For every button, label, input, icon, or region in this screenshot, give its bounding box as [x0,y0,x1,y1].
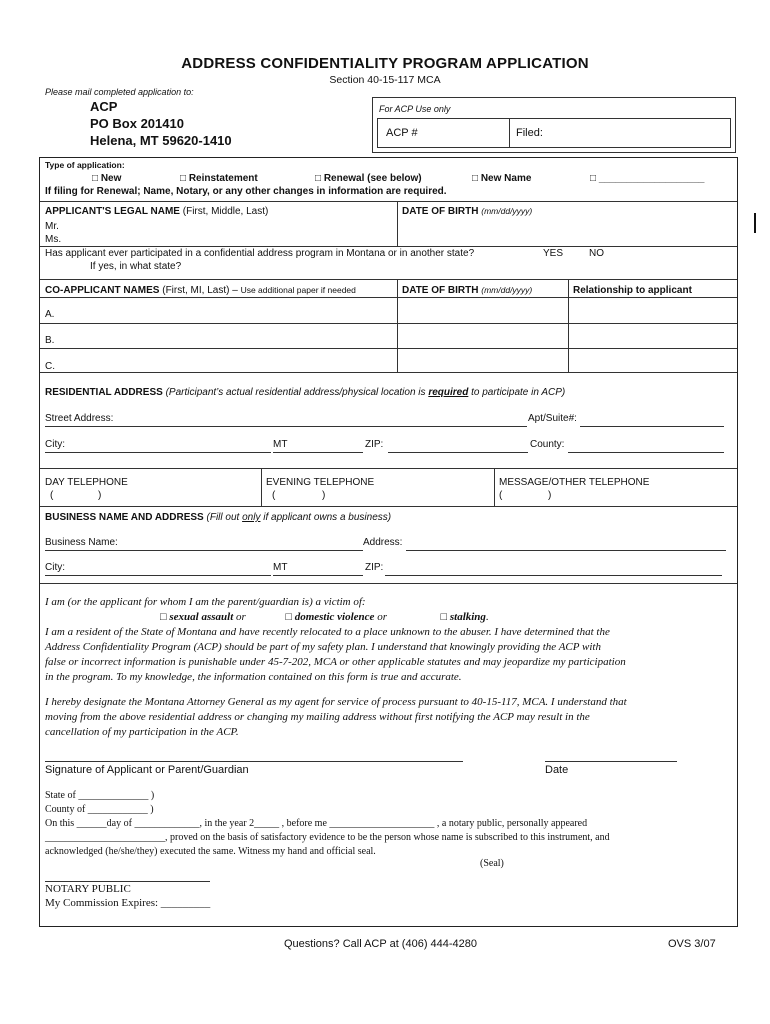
residential-heading: RESIDENTIAL ADDRESS (Participant’s actual residential address/physical location is required to participate in ACP) [45,387,566,398]
signature-line[interactable] [45,761,463,762]
day-telephone-area-open[interactable]: ( [50,490,54,501]
business-address-field[interactable]: Address: [363,537,403,548]
statement-para2-line1: I hereby designate the Montana Attorney General as my agent for service of process pursuant to 40-15-117, MCA. I understand that [45,696,627,708]
acp-use-only-label: For ACP Use only [379,104,451,114]
zip-field[interactable]: ZIP: [365,439,384,450]
message-telephone-area-close: ) [548,490,552,501]
co-applicant-row-a[interactable]: A. [45,309,55,320]
statement-para1-line3: false or incorrect information is punishable under 45-7-202, MCA or other applicable statutes and may jeopardize my participation [45,656,626,668]
business-heading: BUSINESS NAME AND ADDRESS (Fill out only if applicant owns a business) [45,512,392,523]
type-reinstatement-checkbox[interactable]: □ Reinstatement [180,173,258,184]
relationship-heading: Relationship to applicant [573,285,692,296]
co-applicant-row-b[interactable]: B. [45,335,55,346]
victim-statement: I am (or the applicant for whom I am the parent/guardian is) a victim of: [45,596,366,608]
date-line[interactable] [545,761,677,762]
prior-yes-option[interactable]: YES [543,248,564,259]
acp-use-only-box [372,97,736,153]
type-new-name-checkbox[interactable]: □ New Name [472,173,532,184]
statement-para2-line3: cancellation of my participation in the ACP. [45,726,239,738]
applicant-dob-heading: DATE OF BIRTH (mm/dd/yyyy) [402,206,533,217]
form-version: OVS 3/07 [668,938,716,950]
notary-on-this-line[interactable]: On this ______day of _____________, in the year 2_____ , before me _____________________ , a notary public, personally appeared [45,818,588,829]
sexual-assault-checkbox[interactable]: □ sexual assault [160,611,234,623]
notary-public-label: NOTARY PUBLIC [45,883,131,895]
type-other-checkbox[interactable]: □ ___________________ [590,173,705,184]
seal-label: (Seal) [480,858,504,869]
questions-contact: Questions? Call ACP at (406) 444-4280 [284,938,478,950]
statement-para1-line1: I am a resident of the State of Montana and have recently relocated to a place unknown to the abuser. I have determined that the [45,626,610,638]
renewal-note: If filing for Renewal; Name, Notary, or any other changes in information are required. [45,186,447,197]
mail-address-line-1: ACP [90,99,118,114]
statement-para1-line2: Address Confidentiality Program (ACP) should be part of my safety plan. I understand that knowingly providing the ACP with [45,641,601,653]
street-address-field[interactable]: Street Address: [45,413,114,424]
day-telephone-label: DAY TELEPHONE [45,477,128,488]
ms-label[interactable]: Ms. [45,234,62,245]
business-name-field[interactable]: Business Name: [45,537,118,548]
statement-para1-line4: in the program. To my knowledge, the information contained on this form is true and accurate. [45,671,462,683]
co-applicant-row-c[interactable]: C. [45,361,55,372]
scan-mark [754,213,756,233]
victim-type-options: □ sexual assault or □ domestic violence or □ stalking. [160,611,489,623]
commission-expires-line[interactable]: My Commission Expires: _________ [45,897,211,909]
day-telephone-area-close: ) [98,490,102,501]
apt-suite-field[interactable]: Apt/Suite#: [528,413,577,424]
statute-section: Section 40-15-117 MCA [329,74,441,86]
business-state-mt-label: MT [273,562,288,573]
evening-telephone-label: EVENING TELEPHONE [266,477,375,488]
domestic-violence-checkbox[interactable]: □ domestic violence [285,611,375,623]
which-state-prompt: If yes, in what state? [90,261,182,272]
filed-label: Filed: [516,127,543,139]
city-field[interactable]: City: [45,439,65,450]
acp-use-only-fields [377,118,731,148]
type-renewal-checkbox[interactable]: □ Renewal (see below) [315,173,422,184]
application-form [39,157,738,927]
acp-number-label: ACP # [386,127,418,139]
prior-program-question: Has applicant ever participated in a confidential address program in Montana or in another state? [45,248,475,259]
date-label: Date [545,764,569,776]
message-telephone-area-open[interactable]: ( [499,490,503,501]
mail-note: Please mail completed application to: [45,87,194,97]
co-applicant-dob-heading: DATE OF BIRTH (mm/dd/yyyy) [402,285,533,296]
type-new-checkbox[interactable]: □ New [92,173,122,184]
notary-state-line[interactable]: State of ______________ ) [45,790,155,801]
notary-county-line[interactable]: County of ____________ ) [45,804,154,815]
notary-ack-line: acknowledged (he/she/they) executed the same. Witness my hand and official seal. [45,846,376,857]
business-zip-field[interactable]: ZIP: [365,562,384,573]
notary-proved-line[interactable]: ________________________, proved on the basis of satisfactory evidence to be the person whose name is subscribed to this instrument, and [45,832,610,843]
evening-telephone-area-close: ) [322,490,326,501]
notary-signature-line[interactable] [45,881,210,882]
mail-address-line-3: Helena, MT 59620-1410 [90,133,232,148]
stalking-checkbox[interactable]: □ stalking [440,611,486,623]
state-mt-label: MT [273,439,288,450]
mail-address-line-2: PO Box 201410 [90,116,184,131]
business-city-field[interactable]: City: [45,562,65,573]
application-type-label: Type of application: [45,160,125,170]
signature-label: Signature of Applicant or Parent/Guardian [45,764,249,776]
co-applicant-heading: CO-APPLICANT NAMES (First, MI, Last) – Use additional paper if needed [45,285,356,296]
message-telephone-label: MESSAGE/OTHER TELEPHONE [499,477,650,488]
form-title: ADDRESS CONFIDENTIALITY PROGRAM APPLICATION [181,55,589,72]
applicant-name-heading: APPLICANT'S LEGAL NAME (First, Middle, Last) [45,206,269,217]
evening-telephone-area-open[interactable]: ( [272,490,276,501]
prior-no-option[interactable]: NO [589,248,604,259]
statement-para2-line2: moving from the above residential address or changing my mailing address without first notifying the ACP may result in the [45,711,590,723]
county-field[interactable]: County: [530,439,565,450]
mr-label[interactable]: Mr. [45,221,59,232]
